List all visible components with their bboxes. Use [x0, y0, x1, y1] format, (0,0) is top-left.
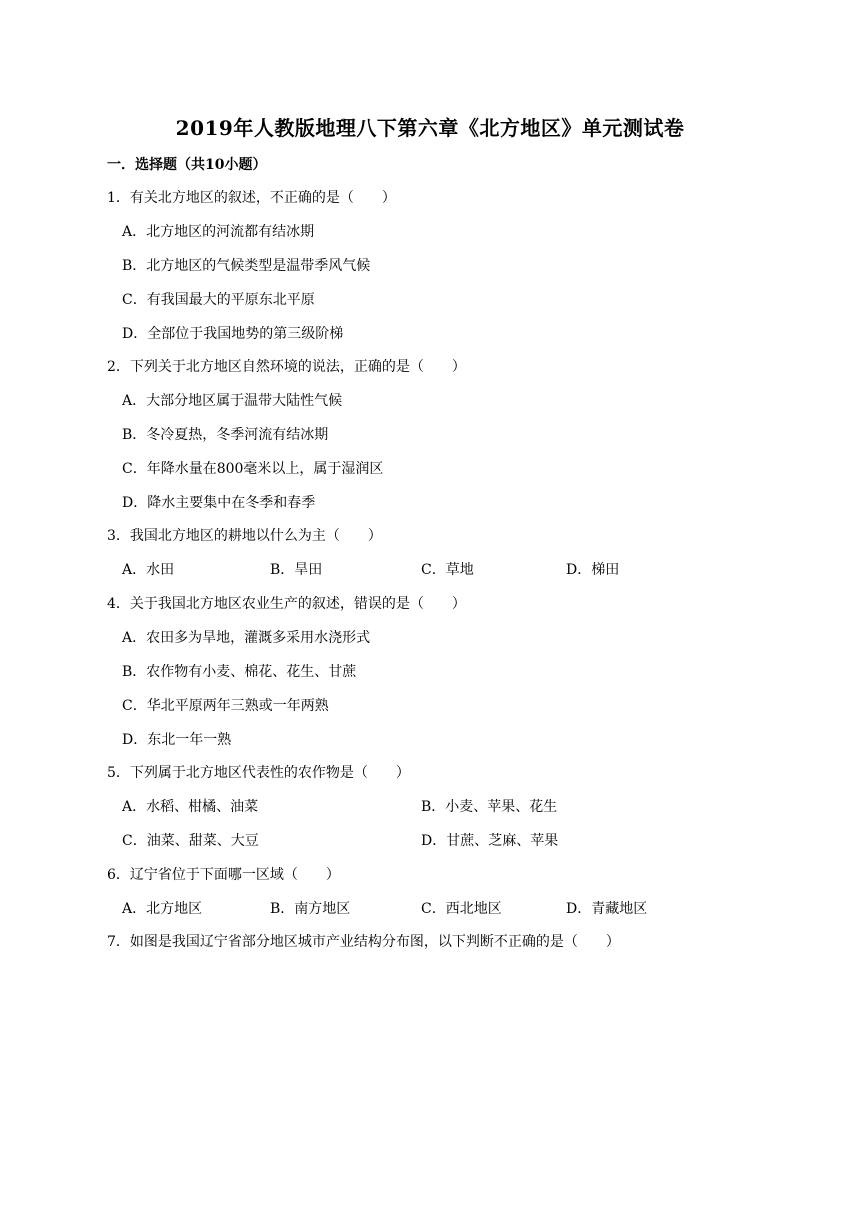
question-1-stem: 1．有关北方地区的叙述，不正确的是（ ） — [107, 190, 396, 206]
question-1-option-b: B．北方地区的气候类型是温带季风气候 — [122, 258, 371, 274]
question-4-option-b: B．农作物有小麦、棉花、花生、甘蔗 — [122, 664, 357, 680]
question-6-option-b: B．南方地区 — [270, 901, 351, 917]
question-5-option-c: C．油菜、甜菜、大豆 — [122, 833, 259, 849]
question-3-stem: 3．我国北方地区的耕地以什么为主（ ） — [107, 528, 382, 544]
question-3-option-b: B．旱田 — [270, 562, 323, 578]
question-2-option-c: C．年降水量在800毫米以上，属于湿润区 — [122, 461, 384, 477]
question-6-option-c: C．西北地区 — [421, 901, 502, 917]
question-3-option-c: C．草地 — [421, 562, 474, 578]
question-3-option-d: D．梯田 — [566, 562, 620, 578]
question-5-option-d: D．甘蔗、芝麻、苹果 — [421, 833, 559, 849]
question-4-option-c: C．华北平原两年三熟或一年两熟 — [122, 698, 329, 714]
question-5-option-b: B．小麦、苹果、花生 — [421, 799, 558, 815]
section-heading: 一．选择题（共10小题） — [107, 157, 267, 173]
question-6-option-a: A．北方地区 — [122, 901, 203, 917]
question-4-stem: 4．关于我国北方地区农业生产的叙述，错误的是（ ） — [107, 596, 466, 612]
question-5-stem: 5．下列属于北方地区代表性的农作物是（ ） — [107, 765, 410, 781]
question-2-option-d: D．降水主要集中在冬季和春季 — [122, 495, 316, 511]
question-3-option-a: A．水田 — [122, 562, 175, 578]
question-7-stem: 7．如图是我国辽宁省部分地区城市产业结构分布图，以下判断不正确的是（ ） — [107, 934, 620, 950]
question-1-option-a: A．北方地区的河流都有结冰期 — [122, 224, 315, 240]
question-2-option-b: B．冬冷夏热，冬季河流有结冰期 — [122, 427, 329, 443]
question-6-option-d: D．青藏地区 — [566, 901, 648, 917]
question-1-option-d: D．全部位于我国地势的第三级阶梯 — [122, 326, 344, 342]
question-4-option-d: D．东北一年一熟 — [122, 732, 232, 748]
question-1-option-c: C．有我国最大的平原东北平原 — [122, 292, 315, 308]
question-5-option-a: A．水稻、柑橘、油菜 — [122, 799, 259, 815]
document-title: 2019年人教版地理八下第六章《北方地区》单元测试卷 — [175, 116, 685, 140]
question-2-option-a: A．大部分地区属于温带大陆性气候 — [122, 393, 343, 409]
question-4-option-a: A．农田多为旱地，灌溉多采用水浇形式 — [122, 630, 371, 646]
question-6-stem: 6．辽宁省位于下面哪一区域（ ） — [107, 867, 340, 883]
question-2-stem: 2．下列关于北方地区自然环境的说法，正确的是（ ） — [107, 359, 466, 375]
